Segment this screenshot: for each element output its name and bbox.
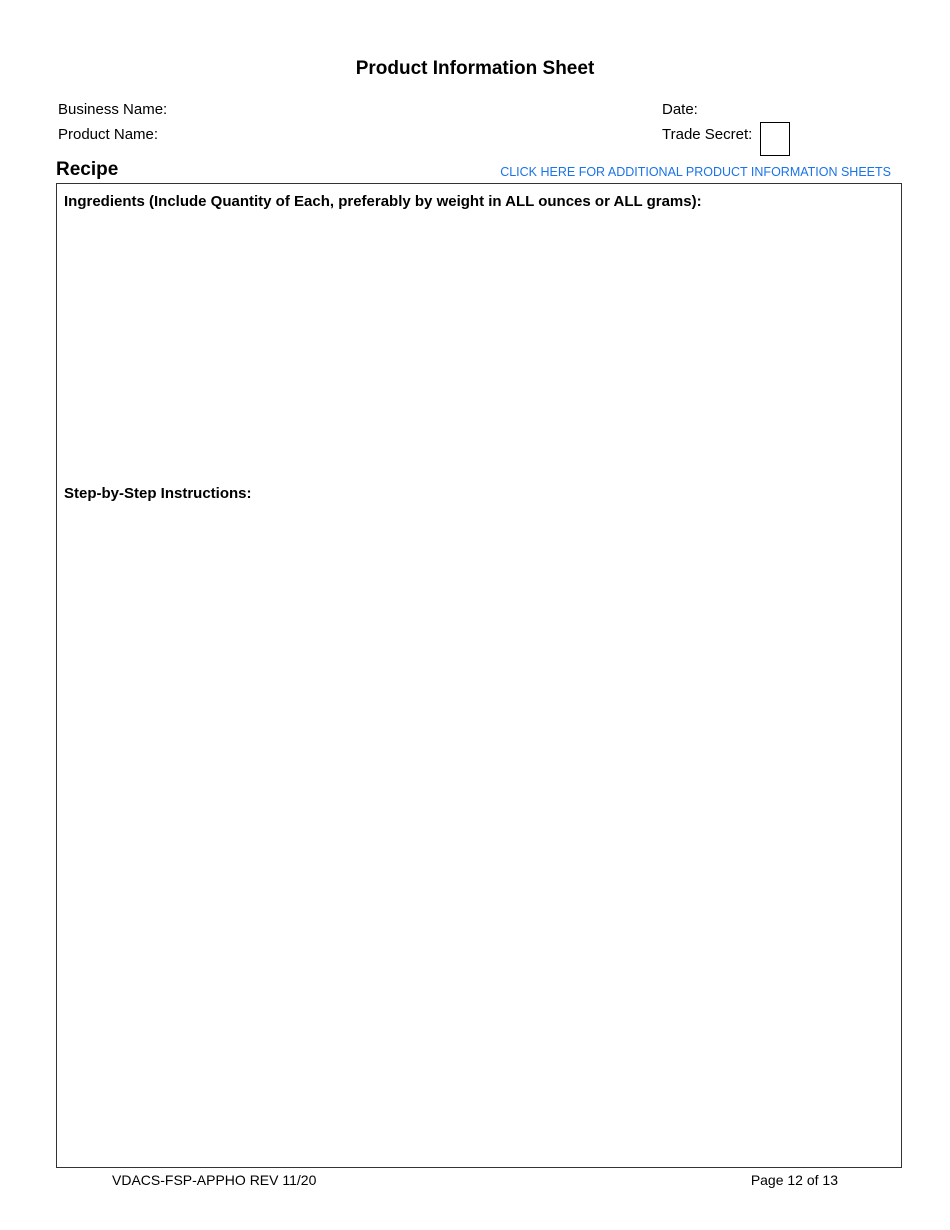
instructions-field[interactable]: [64, 509, 896, 1163]
product-name-field[interactable]: [166, 125, 646, 145]
additional-sheets-link[interactable]: CLICK HERE FOR ADDITIONAL PRODUCT INFORMATION SHEETS: [500, 165, 891, 179]
recipe-box: [56, 183, 902, 1168]
date-field[interactable]: [704, 100, 898, 120]
ingredients-field[interactable]: [64, 214, 896, 483]
recipe-heading: Recipe: [56, 159, 119, 180]
ingredients-label: Ingredients (Include Quantity of Each, preferably by weight in ALL ounces or ALL grams):: [64, 193, 702, 210]
date-label: Date:: [662, 101, 698, 118]
instructions-label: Step-by-Step Instructions:: [64, 485, 252, 502]
page-number: Page 12 of 13: [750, 1172, 838, 1188]
business-name-label: Business Name:: [58, 101, 168, 118]
form-code: VDACS-FSP-APPHO REV 11/20: [112, 1172, 317, 1188]
product-name-label: Product Name:: [58, 126, 159, 143]
trade-secret-label: Trade Secret:: [662, 126, 753, 143]
page-title: Product Information Sheet: [355, 58, 595, 79]
business-name-field[interactable]: [172, 100, 646, 120]
trade-secret-checkbox[interactable]: [760, 122, 790, 156]
